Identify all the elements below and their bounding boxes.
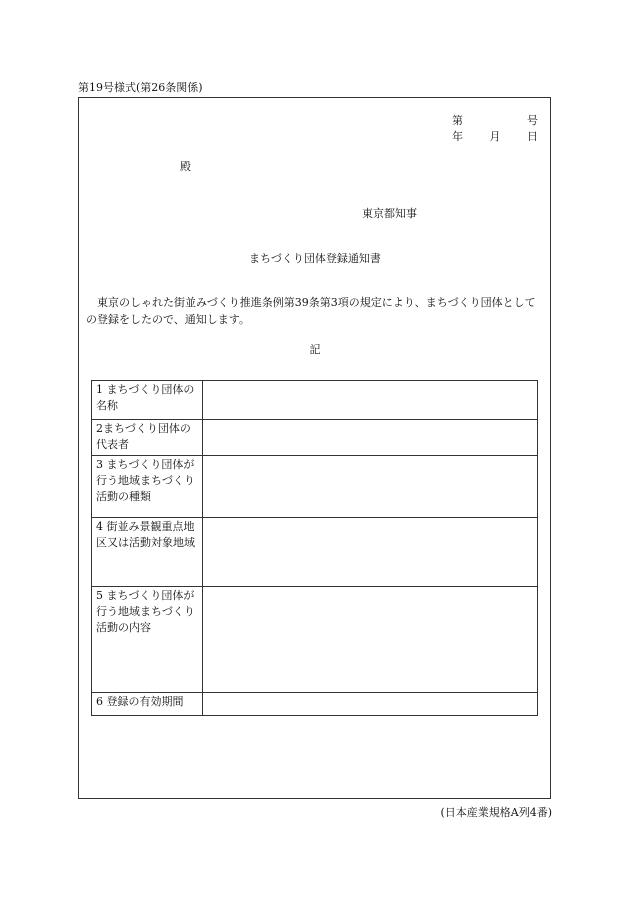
document-title: まちづくり団体登録通知書 — [249, 252, 381, 265]
number-prefix: 第 — [452, 114, 463, 127]
value-cell-activity-content — [203, 586, 538, 692]
date-year: 年 — [452, 130, 463, 143]
form-number-label: 第19号様式(第26条関係) — [78, 81, 203, 94]
row-label-organization-name: 1 まちづくり団体の名称 — [92, 381, 203, 420]
row-label-representative: 2まちづくり団体の代表者 — [92, 420, 203, 456]
table-row — [92, 517, 538, 586]
row-label-validity-period: 6 登録の有効期間 — [92, 692, 203, 715]
paper-size-note: (日本産業規格A列4番) — [440, 806, 552, 819]
row-label-activity-type: 3 まちづくり団体が行う地域まちづくり活動の種類 — [92, 455, 203, 517]
value-cell-target-area — [203, 517, 538, 586]
value-cell-validity-period — [203, 692, 538, 715]
table-row — [92, 586, 538, 692]
row-label-target-area: 4 街並み景観重点地区又は活動対象地域 — [92, 517, 203, 586]
date-month: 月 — [489, 130, 501, 143]
value-cell-activity-type — [203, 455, 538, 517]
ki-heading: 記 — [309, 343, 321, 356]
row-label-activity-content: 5 まちづくり団体が行う地域まちづくり活動の内容 — [92, 586, 203, 692]
date-day: 日 — [527, 130, 538, 143]
table-row — [92, 692, 538, 715]
table-row — [92, 455, 538, 517]
value-cell-representative — [203, 420, 538, 456]
number-suffix: 号 — [527, 114, 538, 127]
notice-body-text: 東京のしゃれた街並みづくり推進条例第39条第3項の規定により、まちづくり団体としての登録をしたので、通知します。 — [86, 296, 536, 326]
addressee-honorific: 殿 — [180, 160, 191, 173]
issuer-name: 東京都知事 — [362, 207, 417, 220]
table-row — [92, 420, 538, 456]
date-line — [452, 129, 538, 145]
table-row — [92, 381, 538, 420]
registration-details-table — [91, 380, 538, 716]
document-number-line — [452, 113, 538, 129]
value-cell-organization-name — [203, 381, 538, 420]
